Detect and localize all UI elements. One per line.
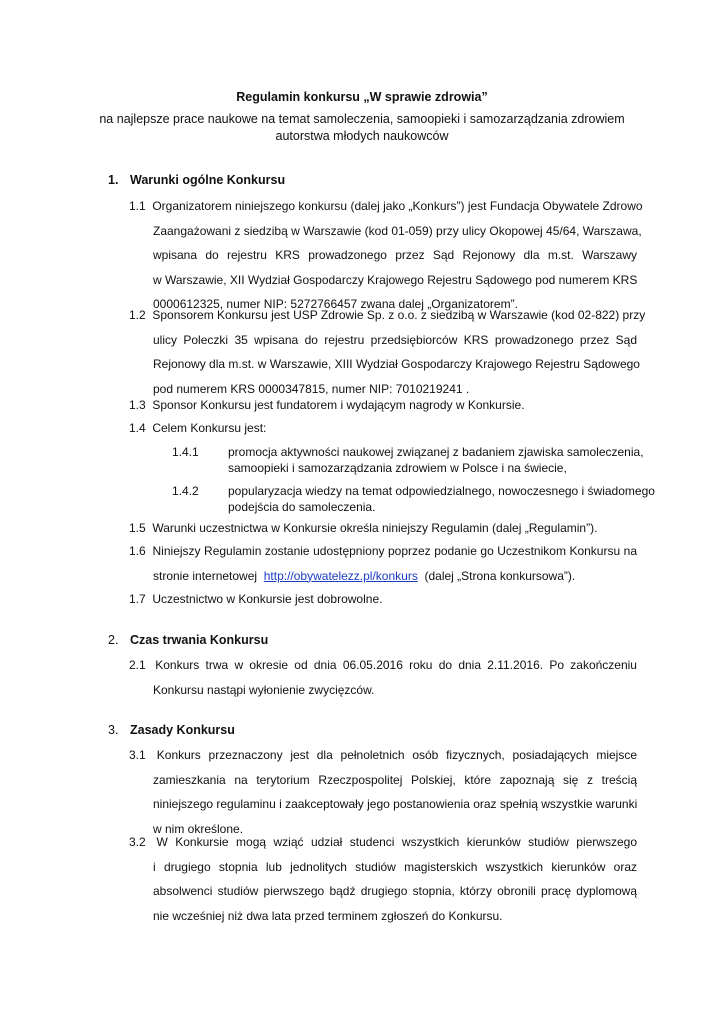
paragraph-line: W Konkursie mogą wziąć udział studenci wszystkich kierunków studiów pierwszego: [156, 835, 637, 849]
paragraph-line: w nim określone.: [153, 821, 244, 836]
paragraph-text: Sponsor Konkursu jest fundatorem i wydającym nagrody w Konkursie.: [152, 398, 525, 412]
section-2-title: Czas trwania Konkursu: [130, 633, 269, 647]
section-3-number: 3.: [108, 723, 119, 737]
subparagraph-number: 1.4.2: [172, 484, 199, 498]
paragraph-number: 1.2: [129, 308, 146, 322]
paragraph-line: Konkurs trwa w okresie od dnia 06.05.2016 roku do dnia 2.11.2016. Po zakończeniu: [155, 658, 637, 672]
paragraph-number: 3.2: [129, 835, 146, 849]
section-2-number: 2.: [108, 633, 119, 647]
paragraph-1-7: [129, 587, 637, 612]
paragraph-line: Konkurs przeznaczony jest dla pełnoletnich osób fizycznych, posiadających miejsce: [156, 748, 637, 762]
document-title: Regulamin konkursu „W sprawie zdrowia”: [236, 90, 488, 104]
paragraph-line: i drugiego stopnia lub jednolitych studiów magisterskich wszystkich kierunków oraz: [153, 859, 637, 874]
paragraph-line: Konkursu nastąpi wyłonienie zwycięzców.: [153, 682, 375, 697]
paragraph-number: 1.5: [129, 521, 146, 535]
paragraph-line: Rejonowy dla m.st. w Warszawie, XIII Wydział Gospodarczy Krajowego Rejestru Sądowego: [153, 357, 640, 371]
paragraph-3-1: [129, 743, 637, 841]
paragraph-text: Uczestnictwo w Konkursie jest dobrowolne.: [152, 592, 383, 606]
paragraph-number: 1.7: [129, 592, 146, 606]
paragraph-1-3: [129, 393, 637, 418]
konkurs-website-link[interactable]: http://obywatelezz.pl/konkurs: [263, 568, 418, 583]
paragraph-line: absolwenci studiów pierwszego bądź drugiego stopnia, którzy obronili pracę dyplomową: [153, 884, 637, 898]
paragraph-number: 1.4: [129, 421, 146, 435]
paragraph-3-2: [129, 830, 637, 928]
subparagraph-1-4-1: [172, 444, 644, 478]
paragraph-number: 1.1: [129, 199, 146, 213]
subtitle-line-1: na najlepsze prace naukowe na temat samoleczenia, samoopieki i samozarządzania zdrowiem: [99, 112, 625, 126]
paragraph-line: pod numerem KRS 0000347815, numer NIP: 7010219241 .: [153, 381, 470, 396]
paragraph-line: w Warszawie, XII Wydział Gospodarczy Krajowego Rejestru Sądowego pod numerem KRS: [153, 272, 638, 287]
paragraph-text: (dalej „Strona konkursowa”).: [424, 568, 576, 583]
paragraph-1-5: [129, 516, 637, 541]
paragraph-line: nie wcześniej niż dwa lata przed terminem zgłoszeń do Konkursu.: [153, 908, 503, 923]
paragraph-1-2: [129, 303, 646, 401]
paragraph-line: Niniejszy Regulamin zostanie udostępniony poprzez podanie go Uczestnikom Konkursu na: [152, 544, 637, 558]
paragraph-number: 1.6: [129, 544, 146, 558]
paragraph-line: zamieszkania na terytorium Rzeczpospolitej Polskiej, które zapoznają się z treścią: [153, 772, 637, 787]
section-3-title: Zasady Konkursu: [130, 723, 235, 737]
subparagraph-line: popularyzacja wiedzy na temat odpowiedzialnego, nowoczesnego i świadomego: [228, 484, 655, 498]
section-1-number: 1.: [108, 173, 119, 187]
paragraph-line: niniejszego regulaminu i zaakceptowały jego postanowienia oraz spełnią wszystkie warunki: [153, 797, 638, 811]
paragraph-line: 0000612325, numer NIP: 5272766457 zwana dalej „Organizatorem”.: [153, 297, 518, 311]
paragraph-1-1: [129, 194, 643, 317]
paragraph-line: Organizatorem niniejszego konkursu (dalej jako „Konkurs”) jest Fundacja Obywatele Zdrowo: [152, 199, 643, 213]
paragraph-text: stronie internetowej: [153, 568, 258, 583]
paragraph-number: 3.1: [129, 748, 146, 762]
paragraph-line: Zaangażowani z siedzibą w Warszawie (kod 01-059) przy ulicy Okopowej 45/64, Warszawa,: [153, 223, 642, 238]
paragraph-line: wpisana do rejestru KRS prowadzonego przez Sąd Rejonowy dla m.st. Warszawy: [153, 248, 637, 262]
paragraph-number: 1.3: [129, 398, 146, 412]
paragraph-text: Warunki uczestnictwa w Konkursie określa niniejszy Regulamin (dalej „Regulamin”).: [152, 521, 598, 535]
subparagraph-text: [228, 483, 655, 515]
subparagraph-line: podejścia do samoleczenia.: [228, 500, 376, 514]
subparagraph-text: [228, 444, 644, 476]
section-2-heading: [108, 633, 268, 647]
paragraph-2-1: [129, 653, 637, 702]
section-1-heading: [108, 173, 285, 187]
document-subtitle: [90, 111, 634, 145]
paragraph-text: Celem Konkursu jest:: [152, 421, 267, 435]
section-3-heading: [108, 723, 235, 737]
subparagraph-1-4-2: [172, 483, 655, 517]
subtitle-line-2: autorstwa młodych naukowców: [275, 129, 449, 143]
subparagraph-line: promocja aktywności naukowej związanej z badaniem zjawiska samoleczenia,: [228, 445, 644, 459]
section-1-title: Warunki ogólne Konkursu: [130, 173, 286, 187]
subparagraph-line: samoopieki i samozarządzania zdrowiem w Polsce i na świecie,: [228, 461, 567, 475]
paragraph-1-4: [129, 416, 637, 441]
paragraph-1-6: [129, 539, 637, 588]
subparagraph-number: 1.4.1: [172, 445, 199, 459]
paragraph-number: 2.1: [129, 658, 146, 672]
paragraph-line: Sponsorem Konkursu jest USP Zdrowie Sp. z o.o. z siedzibą w Warszawie (kod 02-822) przy: [152, 308, 646, 322]
paragraph-line: ulicy Poleczki 35 wpisana do rejestru przedsiębiorców KRS prowadzonego przez Sąd: [153, 332, 637, 347]
